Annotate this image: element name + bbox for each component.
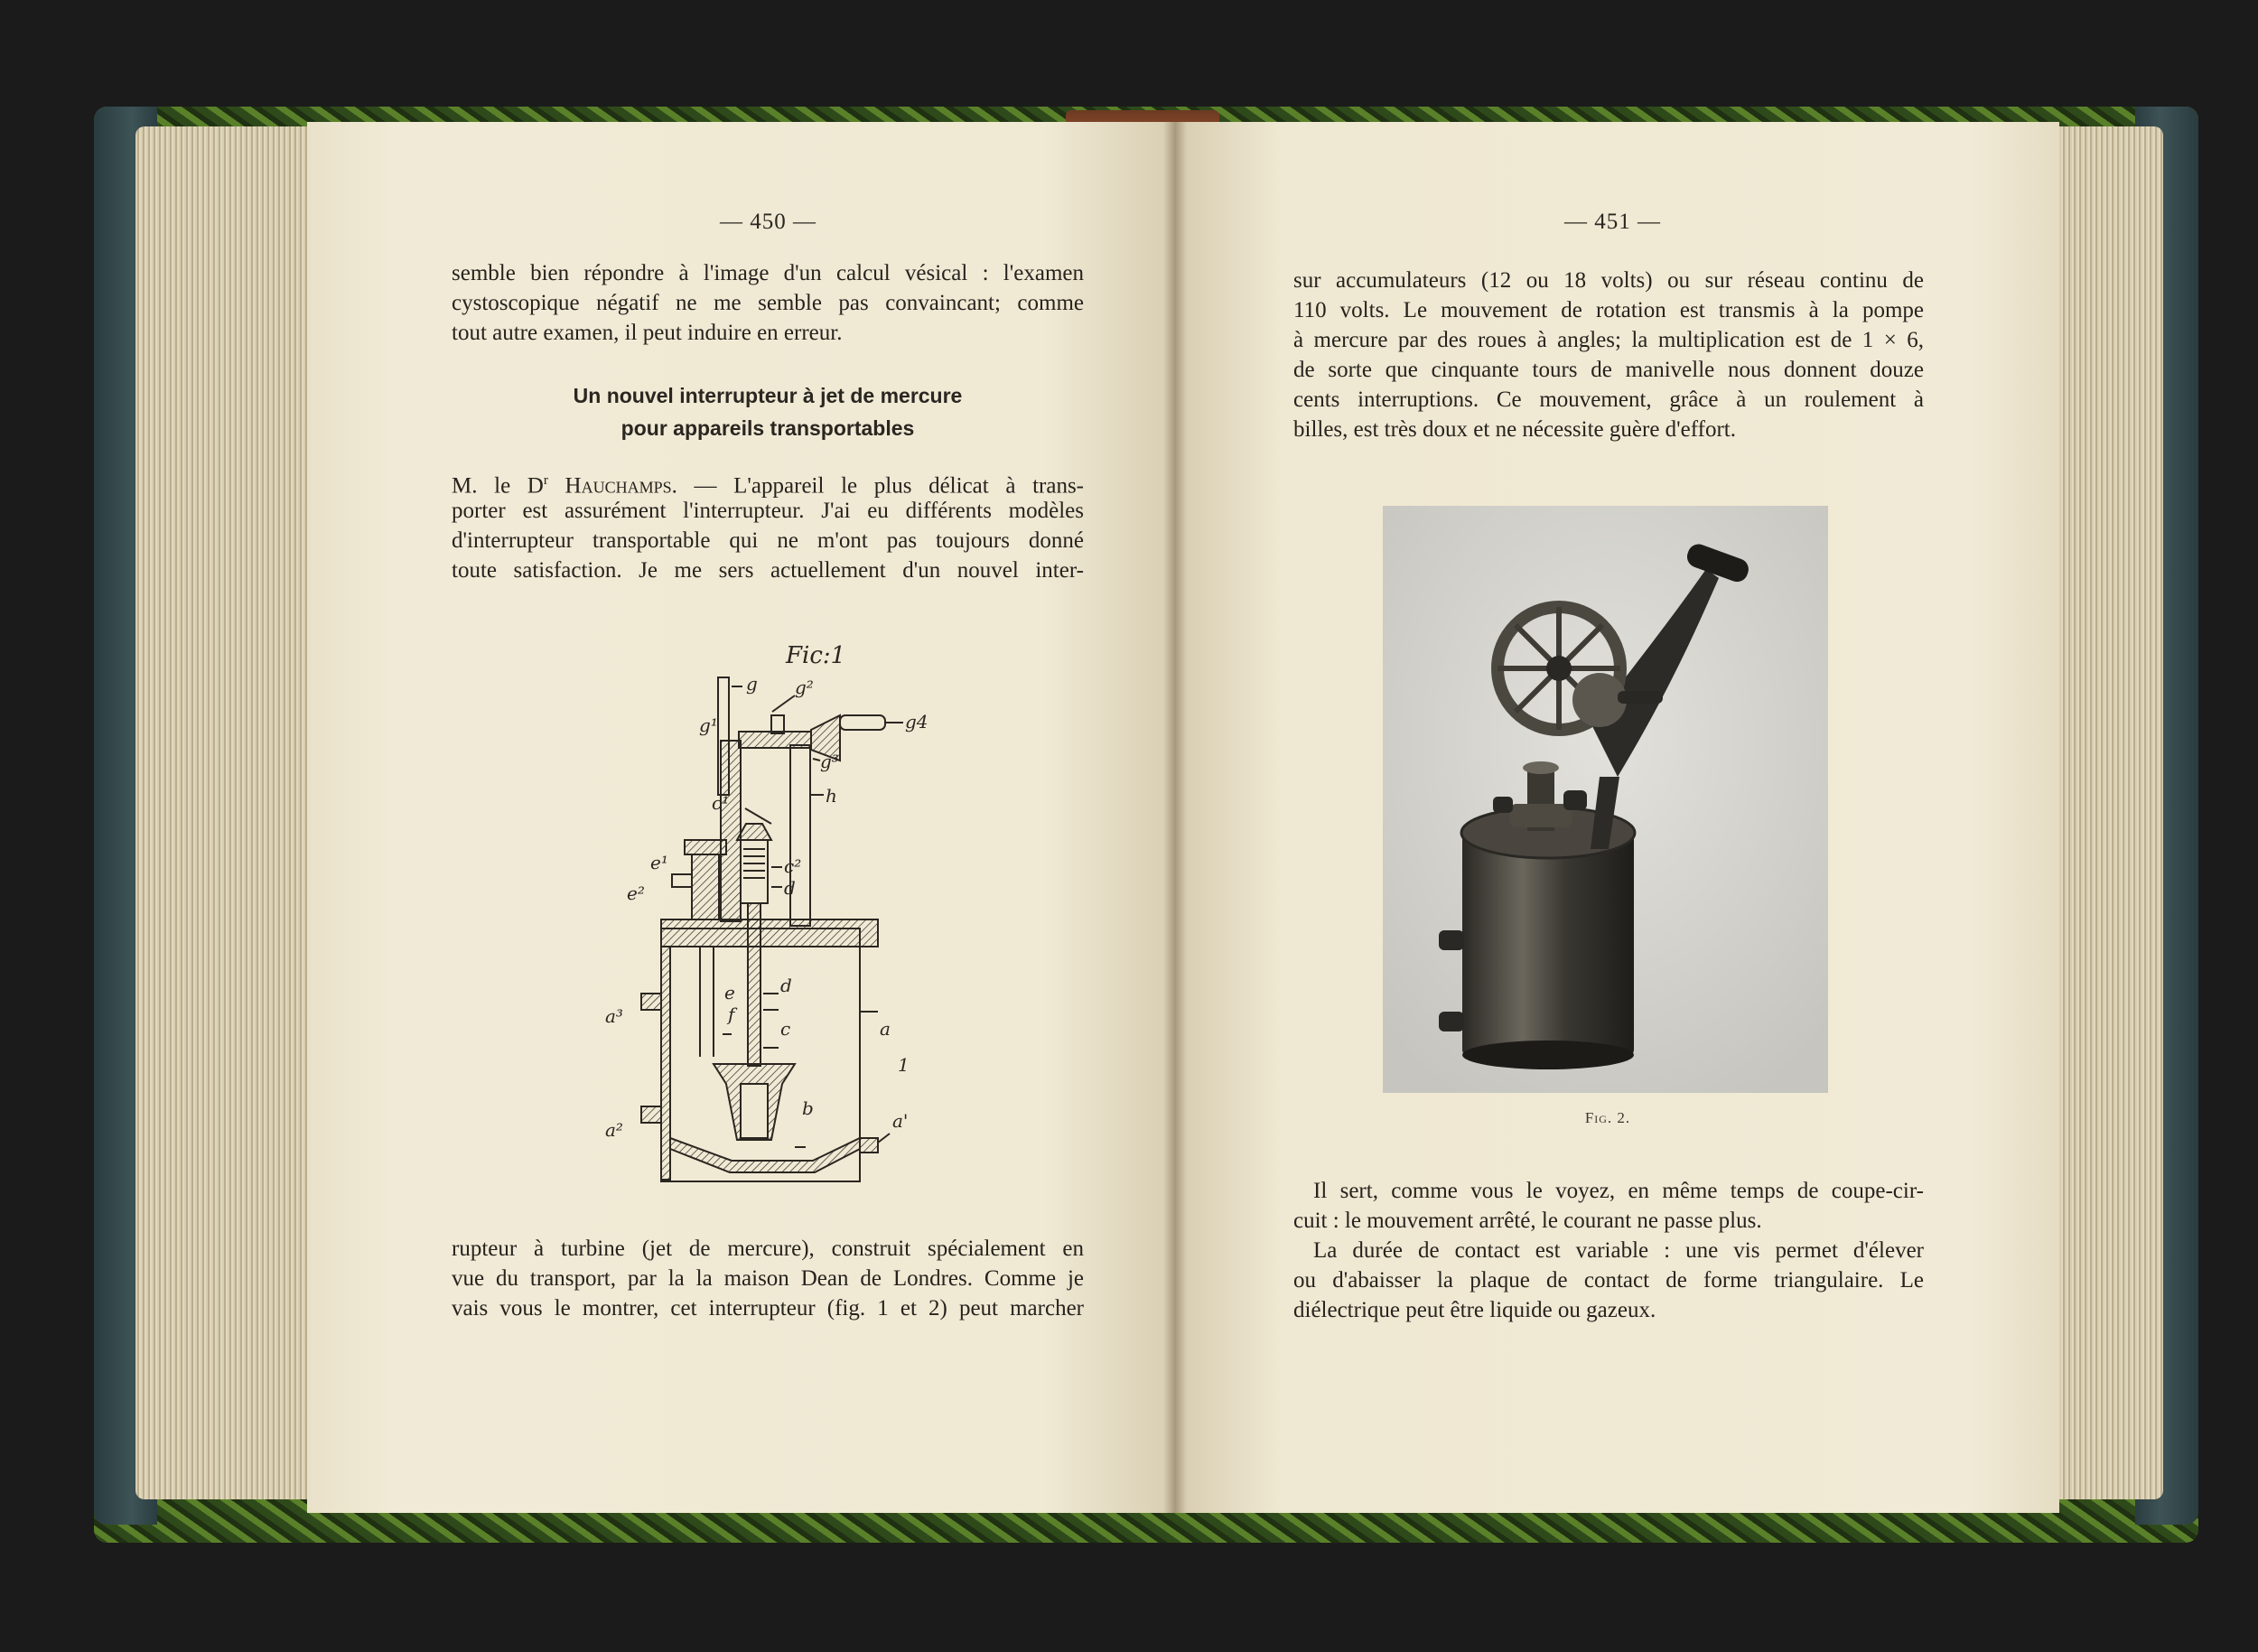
crank-pin: [1618, 691, 1663, 704]
page-number-right: — 451 —: [1564, 210, 1661, 234]
label-g2: g²: [795, 677, 814, 698]
figure-1-title: Fic:1: [786, 642, 846, 669]
text-line: Il sert, comme vous le voyez, en même temps de coupe-cir-: [1313, 1179, 1924, 1203]
screw-a2: [641, 1106, 661, 1123]
left-page-edges: [135, 126, 316, 1499]
text-line: vue du transport, par la la maison Dean de Londres. Comme je: [452, 1266, 1084, 1291]
label-e2: e²: [627, 882, 645, 904]
label-a1: a': [892, 1110, 909, 1132]
text-line: 110 volts. Le mouvement de rotation est transmis à la pompe: [1293, 298, 1924, 322]
screw-e2: [672, 874, 692, 887]
upright-frame: [721, 741, 741, 921]
post-e: [692, 854, 719, 919]
speaker-title-sup: r: [543, 473, 548, 488]
label-f: f: [728, 1003, 735, 1025]
cone-gear: [737, 824, 771, 840]
label-c1: c¹: [712, 792, 730, 814]
text-line: rupteur à turbine (jet de mercure), construit spécialement en: [452, 1237, 1084, 1261]
label-a3: a³: [605, 1005, 623, 1027]
left-paragraph: [452, 466, 1084, 585]
text-line: La durée de contact est variable : une vis permet d'élever: [1313, 1238, 1924, 1263]
central-shaft: [748, 894, 760, 1066]
heading-line-2: pour appareils transportables: [620, 416, 915, 440]
flywheel-hub: [1546, 656, 1572, 681]
figure-2-photo: [1383, 506, 1828, 1093]
funnel-bottom: [670, 1138, 860, 1172]
text-line: semble bien répondre à l'image d'un calcul vésical : l'examen: [452, 261, 1084, 285]
turbine-core: [741, 1084, 768, 1138]
knob-upper: [1439, 930, 1464, 950]
text-line: vais vous le montrer, cet interrupteur (fig. 1 et 2) peut marcher: [452, 1296, 1084, 1321]
speaker-prefix: M. le D: [452, 473, 544, 499]
text-line: ou d'abaisser la plaque de contact de forme triangulaire. Le: [1293, 1268, 1924, 1293]
cylinder-body: [1462, 831, 1634, 1057]
left-intro-text: [452, 258, 1084, 348]
label-c2: c²: [784, 855, 802, 877]
text-line: porter est assurément l'interrupteur. J'ai eu différents modèles: [452, 499, 1084, 523]
crank-handle: [840, 715, 885, 730]
adjust-screw: [1563, 790, 1587, 810]
label-g: g: [746, 673, 758, 695]
label-g1: g¹: [699, 714, 718, 736]
page-number-left: — 450 —: [720, 210, 816, 234]
cylinder-base: [1462, 1041, 1634, 1069]
label-a: a: [880, 1018, 891, 1040]
label-d-upper: d: [784, 877, 796, 899]
left-bottom-text: [452, 1234, 1084, 1323]
label-e: e: [724, 982, 735, 1003]
column-h: [790, 745, 810, 926]
screw-a1: [860, 1138, 878, 1153]
label-b: b: [802, 1097, 814, 1119]
text-line: cuit : le mouvement arrêté, le courant ne passe plus.: [1293, 1209, 1762, 1233]
label-one: 1: [898, 1054, 910, 1076]
figure-2-caption: Fig. 2.: [1584, 1109, 1631, 1126]
screw-a3: [641, 994, 661, 1010]
interrupter-photo-drawing: [1383, 506, 1828, 1093]
text-line: d'interrupteur transportable qui ne m'ont pas toujours donné: [452, 528, 1084, 553]
pump-cap: [1523, 761, 1559, 774]
text-line: à mercure par des roues à angles; la multiplication est de 1 × 6,: [1293, 328, 1924, 352]
speaker-line-rest: . — L'appareil le plus délicat à trans-: [671, 473, 1085, 499]
label-d-lower: d: [780, 975, 792, 996]
knob-lower: [1439, 1012, 1464, 1031]
figure-1-diagram: [578, 632, 966, 1201]
text-line: de sorte que cinquante tours de manivelle nous donnent douze: [1293, 358, 1924, 382]
knob-e1: [685, 840, 726, 854]
book-gutter: [1163, 122, 1187, 1513]
right-bottom-text: [1293, 1176, 1924, 1325]
text-line: cents interruptions. Ce mouvement, grâce à un roulement à: [1293, 387, 1924, 412]
speaker-name: Hauchamps: [564, 473, 672, 499]
lid-knob: [1493, 797, 1513, 813]
text-line: sur accumulateurs (12 ou 18 volts) ou sur réseau continu de: [1293, 268, 1924, 293]
label-g3: g³: [820, 751, 839, 772]
label-a2: a²: [605, 1119, 623, 1141]
text-line: cystoscopique négatif ne me semble pas convaincant; comme: [452, 291, 1084, 315]
vessel-wall-left: [661, 947, 670, 1180]
text-line: tout autre examen, il peut induire en erreur.: [452, 321, 843, 345]
label-c: c: [780, 1018, 791, 1040]
section-heading: [452, 379, 1084, 444]
text-line: toute satisfaction. Je me sers actuellement d'un nouvel inter-: [452, 558, 1084, 583]
text-line: [452, 466, 1085, 499]
right-top-text: [1293, 266, 1924, 444]
label-e1: e¹: [650, 852, 668, 873]
vessel-lid: [661, 919, 878, 947]
heading-line-1: Un nouvel interrupteur à jet de mercure: [573, 384, 963, 407]
text-line: billes, est très doux et ne nécessite guère d'effort.: [1293, 417, 1736, 442]
pump-base: [1509, 804, 1572, 827]
label-g4: g4: [905, 711, 928, 733]
label-h: h: [826, 785, 837, 807]
text-line: diélectrique peut être liquide ou gazeux.: [1293, 1298, 1656, 1322]
